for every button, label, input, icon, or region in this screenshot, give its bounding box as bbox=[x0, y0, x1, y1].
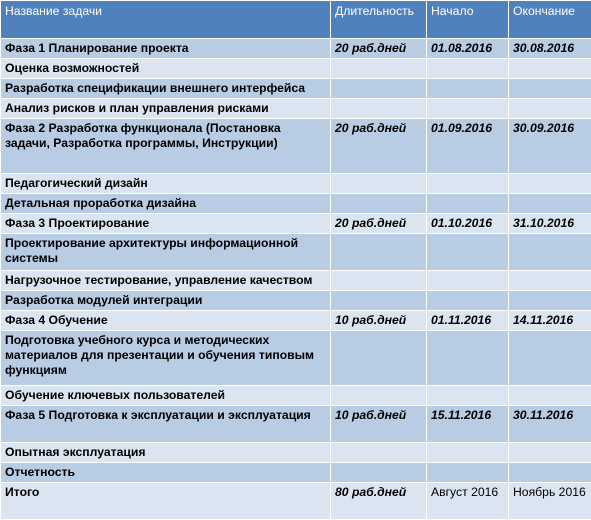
duration bbox=[331, 291, 427, 311]
task-name: Отчетность bbox=[1, 463, 331, 483]
duration bbox=[331, 99, 427, 119]
end-date bbox=[509, 174, 591, 194]
start-date bbox=[427, 443, 509, 463]
end-date bbox=[509, 79, 591, 99]
table-row bbox=[1, 406, 591, 443]
start-date: 01.08.2016 bbox=[427, 39, 509, 59]
start-date: 01.10.2016 bbox=[427, 214, 509, 234]
end-date bbox=[509, 59, 591, 79]
task-name: Фаза 2 Разработка функционала (Постановка задачи, Разработка программы, Инструкции) bbox=[1, 119, 331, 174]
duration bbox=[331, 59, 427, 79]
start-date bbox=[427, 174, 509, 194]
end-date: 31.10.2016 bbox=[509, 214, 591, 234]
task-name: Разработка модулей интеграции bbox=[1, 291, 331, 311]
table-row bbox=[1, 463, 591, 483]
table-row bbox=[1, 291, 591, 311]
table-row bbox=[1, 443, 591, 463]
table-row bbox=[1, 194, 591, 214]
end-date: 30.09.2016 bbox=[509, 119, 591, 174]
table-row bbox=[1, 386, 591, 406]
header-end: Окончание bbox=[509, 1, 591, 39]
end-date: 14.11.2016 bbox=[509, 311, 591, 331]
start-date bbox=[427, 331, 509, 386]
total-end: Ноябрь 2016 bbox=[509, 483, 591, 520]
header-duration: Длительность bbox=[331, 1, 427, 39]
start-date bbox=[427, 99, 509, 119]
task-name: Обучение ключевых пользователей bbox=[1, 386, 331, 406]
table-row bbox=[1, 271, 591, 291]
header-task-name: Название задачи bbox=[1, 1, 331, 39]
duration bbox=[331, 443, 427, 463]
start-date bbox=[427, 291, 509, 311]
duration bbox=[331, 386, 427, 406]
table-row bbox=[1, 59, 591, 79]
end-date bbox=[509, 443, 591, 463]
start-date: 01.09.2016 bbox=[427, 119, 509, 174]
end-date bbox=[509, 99, 591, 119]
header-start: Начало bbox=[427, 1, 509, 39]
start-date bbox=[427, 194, 509, 214]
duration: 20 раб.дней bbox=[331, 214, 427, 234]
duration bbox=[331, 331, 427, 386]
end-date: 30.11.2016 bbox=[509, 406, 591, 443]
task-name: Фаза 1 Планирование проекта bbox=[1, 39, 331, 59]
table-row bbox=[1, 214, 591, 234]
task-name: Проектирование архитектуры информационной системы bbox=[1, 234, 331, 271]
task-name: Подготовка учебного курса и методических материалов для презентации и обучения типовым функциям bbox=[1, 331, 331, 386]
end-date bbox=[509, 234, 591, 271]
task-name: Фаза 4 Обучение bbox=[1, 311, 331, 331]
duration bbox=[331, 234, 427, 271]
table-row bbox=[1, 99, 591, 119]
duration: 20 раб.дней bbox=[331, 39, 427, 59]
duration bbox=[331, 174, 427, 194]
table-row bbox=[1, 174, 591, 194]
start-date bbox=[427, 386, 509, 406]
end-date bbox=[509, 331, 591, 386]
end-date bbox=[509, 463, 591, 483]
task-name: Педагогический дизайн bbox=[1, 174, 331, 194]
end-date bbox=[509, 194, 591, 214]
end-date: 30.08.2016 bbox=[509, 39, 591, 59]
start-date bbox=[427, 79, 509, 99]
start-date bbox=[427, 59, 509, 79]
duration bbox=[331, 79, 427, 99]
start-date: 01.11.2016 bbox=[427, 311, 509, 331]
task-name: Фаза 3 Проектирование bbox=[1, 214, 331, 234]
start-date bbox=[427, 234, 509, 271]
duration: 10 раб.дней bbox=[331, 311, 427, 331]
duration bbox=[331, 463, 427, 483]
duration: 20 раб.дней bbox=[331, 119, 427, 174]
table-row bbox=[1, 79, 591, 99]
table-row bbox=[1, 311, 591, 331]
duration bbox=[331, 194, 427, 214]
task-name: Оценка возможностей bbox=[1, 59, 331, 79]
task-name: Разработка спецификации внешнего интерфейса bbox=[1, 79, 331, 99]
start-date: 15.11.2016 bbox=[427, 406, 509, 443]
task-name: Фаза 5 Подготовка к эксплуатации и эксплуатация bbox=[1, 406, 331, 443]
total-start: Август 2016 bbox=[427, 483, 509, 520]
total-label: Итого bbox=[1, 483, 331, 520]
table-row bbox=[1, 234, 591, 271]
header-row bbox=[1, 1, 591, 39]
end-date bbox=[509, 291, 591, 311]
table-row bbox=[1, 331, 591, 386]
task-name: Опытная эксплуатация bbox=[1, 443, 331, 463]
end-date bbox=[509, 386, 591, 406]
total-row bbox=[1, 483, 591, 520]
start-date bbox=[427, 463, 509, 483]
duration: 10 раб.дней bbox=[331, 406, 427, 443]
task-name: Нагрузочное тестирование, управление качеством bbox=[1, 271, 331, 291]
task-name: Анализ рисков и план управления рисками bbox=[1, 99, 331, 119]
duration bbox=[331, 271, 427, 291]
end-date bbox=[509, 271, 591, 291]
table-row bbox=[1, 39, 591, 59]
task-name: Детальная проработка дизайна bbox=[1, 194, 331, 214]
table-row bbox=[1, 119, 591, 174]
start-date bbox=[427, 271, 509, 291]
total-duration: 80 раб.дней bbox=[331, 483, 427, 520]
